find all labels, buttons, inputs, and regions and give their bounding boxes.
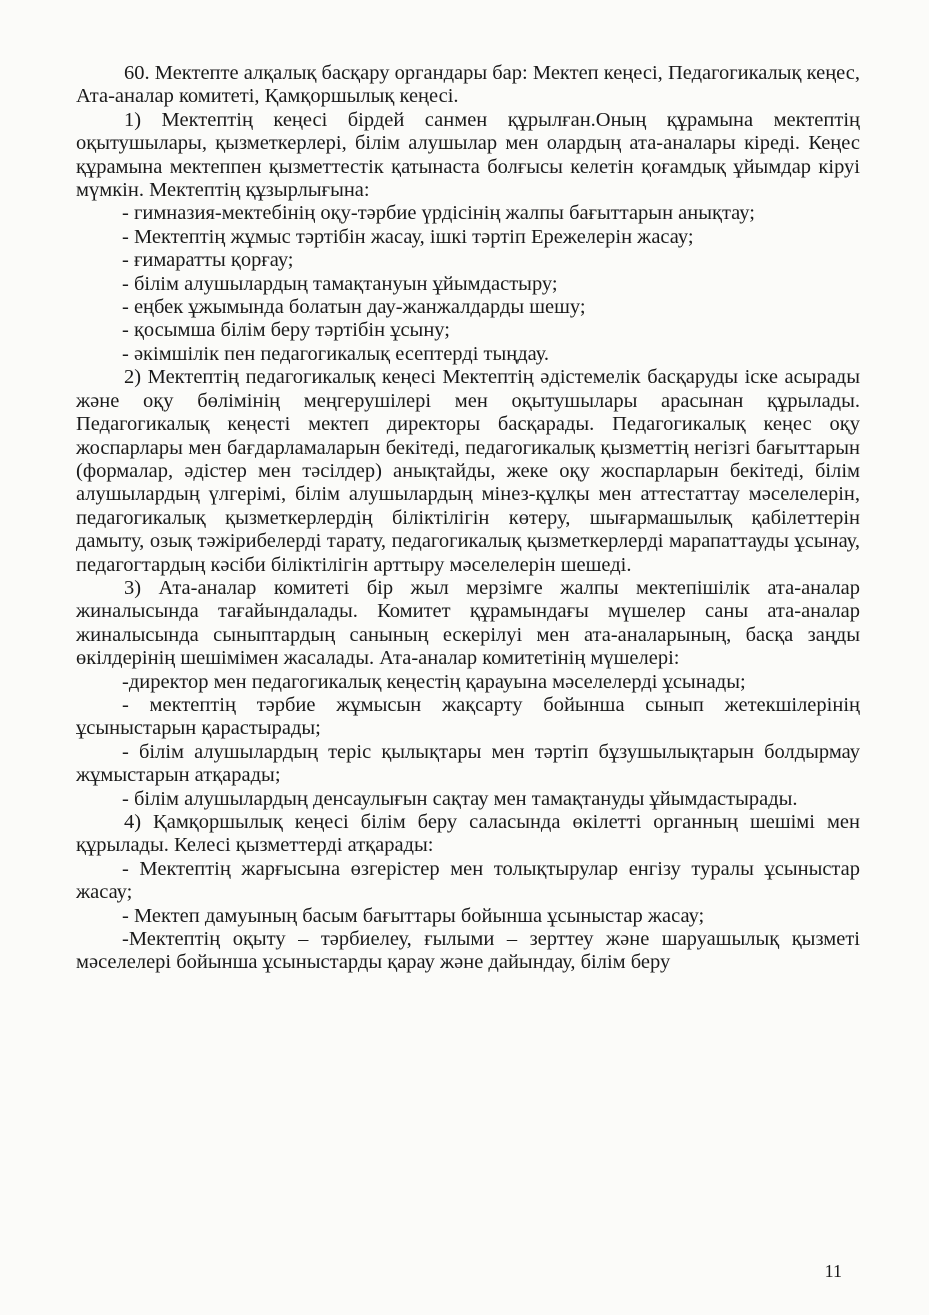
list-item: - Мектептің жұмыс тәртібін жасау, ішкі тәртіп Ережелерін жасау; <box>122 225 694 248</box>
paragraph-school-council: 1) Мектептің кеңесі бірдей санмен құрылған.Оның құрамына мектептің оқытушылары, қызметкерлері, білім алушылар мен олардың ата-аналары кіреді. Кеңес құрамына мектеппен қызметтестік қатынаста болғысы келетін қоғамдық ұйымдар кіруі мүмкін. Мектептің құзырлығына: <box>76 108 860 202</box>
list-item: - мектептің тәрбие жұмысын жақсарту бойынша сынып жетекшілерінің ұсыныстарын қарастырады; <box>76 693 860 740</box>
paragraph-pedagogical-council: 2) Мектептің педагогикалық кеңесі Мектептің әдістемелік басқаруды іске асырады және оқу бөлімінің меңгерушілері мен оқытушылары арасынан құрылады. Педагогикалық кеңесті мектеп директоры басқарады. Педагогикалық кеңес оқу жоспарлары мен бағдарламаларын бекітеді, педагогикалық қызметтің негізгі бағыттарын (формалар, әдістер мен тәсілдер) анықтайды, жеке оқу жоспарларын бекітеді, білім алушылардың үлгерімі, білім алушылардың мінез-құлқы мен аттестаттау мәселелерін, педагогикалық қызметкерлердің біліктілігін көтеру, шығармашылық қабілеттерін дамыту, озық тәжірибелерді тарату, педагогикалық қызметкерлерді марапаттауды ұсынау, педагогтардың кәсіби біліктілігін арттыру мәселелерін шешеді. <box>76 366 860 576</box>
paragraph-60: 60. Мектепте алқалық басқару органдары бар: Мектеп кеңесі, Педагогикалық кеңес, Ата-аналар комитеті, Қамқоршылық кеңесі. <box>76 62 860 108</box>
list-item: -директор мен педагогикалық кеңестің қарауына мәселелерді ұсынады; <box>122 670 746 693</box>
list-item: -Мектептің оқыту – тәрбиелеу, ғылыми – зерттеу және шаруашылық қызметі мәселелері бойынша ұсыныстарды қарау және дайындау, білім беру <box>76 928 860 974</box>
list-item: - білім алушылардың денсаулығын сақтау мен тамақтануды ұйымдастырады. <box>122 787 798 810</box>
list-item: - еңбек ұжымында болатын дау-жанжалдарды шешу; <box>122 296 586 319</box>
document-body <box>76 62 860 975</box>
list-item: - қосымша білім беру тәртібін ұсыну; <box>122 319 450 342</box>
list-item: - гимназия-мектебінің оқу-тәрбие үрдісінің жалпы бағыттарын анықтау; <box>122 202 755 225</box>
list-item: - білім алушылардың теріс қылықтары мен тәртіп бұзушылықтарын болдырмау жұмыстарын атқарады; <box>76 740 860 787</box>
page-number: 11 <box>824 1261 842 1281</box>
list-item: - Мектеп дамуының басым бағыттары бойынша ұсыныстар жасау; <box>122 904 705 927</box>
list-item: - Мектептің жарғысына өзгерістер мен толықтырулар енгізу туралы ұсыныстар жасау; <box>76 857 860 904</box>
list-item: - ғимаратты қорғау; <box>122 249 294 272</box>
paragraph-parents-committee: 3) Ата-аналар комитеті бір жыл мерзімге жалпы мектепішілік ата-аналар жиналысында тағайындалады. Комитет құрамындағы мүшелер саны ата-аналар жиналысында сыныптардың санының ескерілуі мен ата-аналарының, басқа заңды өкілдерінің шешімімен жасалады. Ата-аналар комитетінің мүшелері: <box>76 576 860 670</box>
list-item: - әкімшілік пен педагогикалық есептерді тыңдау. <box>122 342 550 365</box>
paragraph-board-of-trustees: 4) Қамқоршылық кеңесі білім беру саласында өкілетті органның шешімі мен құрылады. Келесі қызметтерді атқарады: <box>76 811 860 857</box>
list-item: - білім алушылардың тамақтануын ұйымдастыру; <box>122 272 558 295</box>
